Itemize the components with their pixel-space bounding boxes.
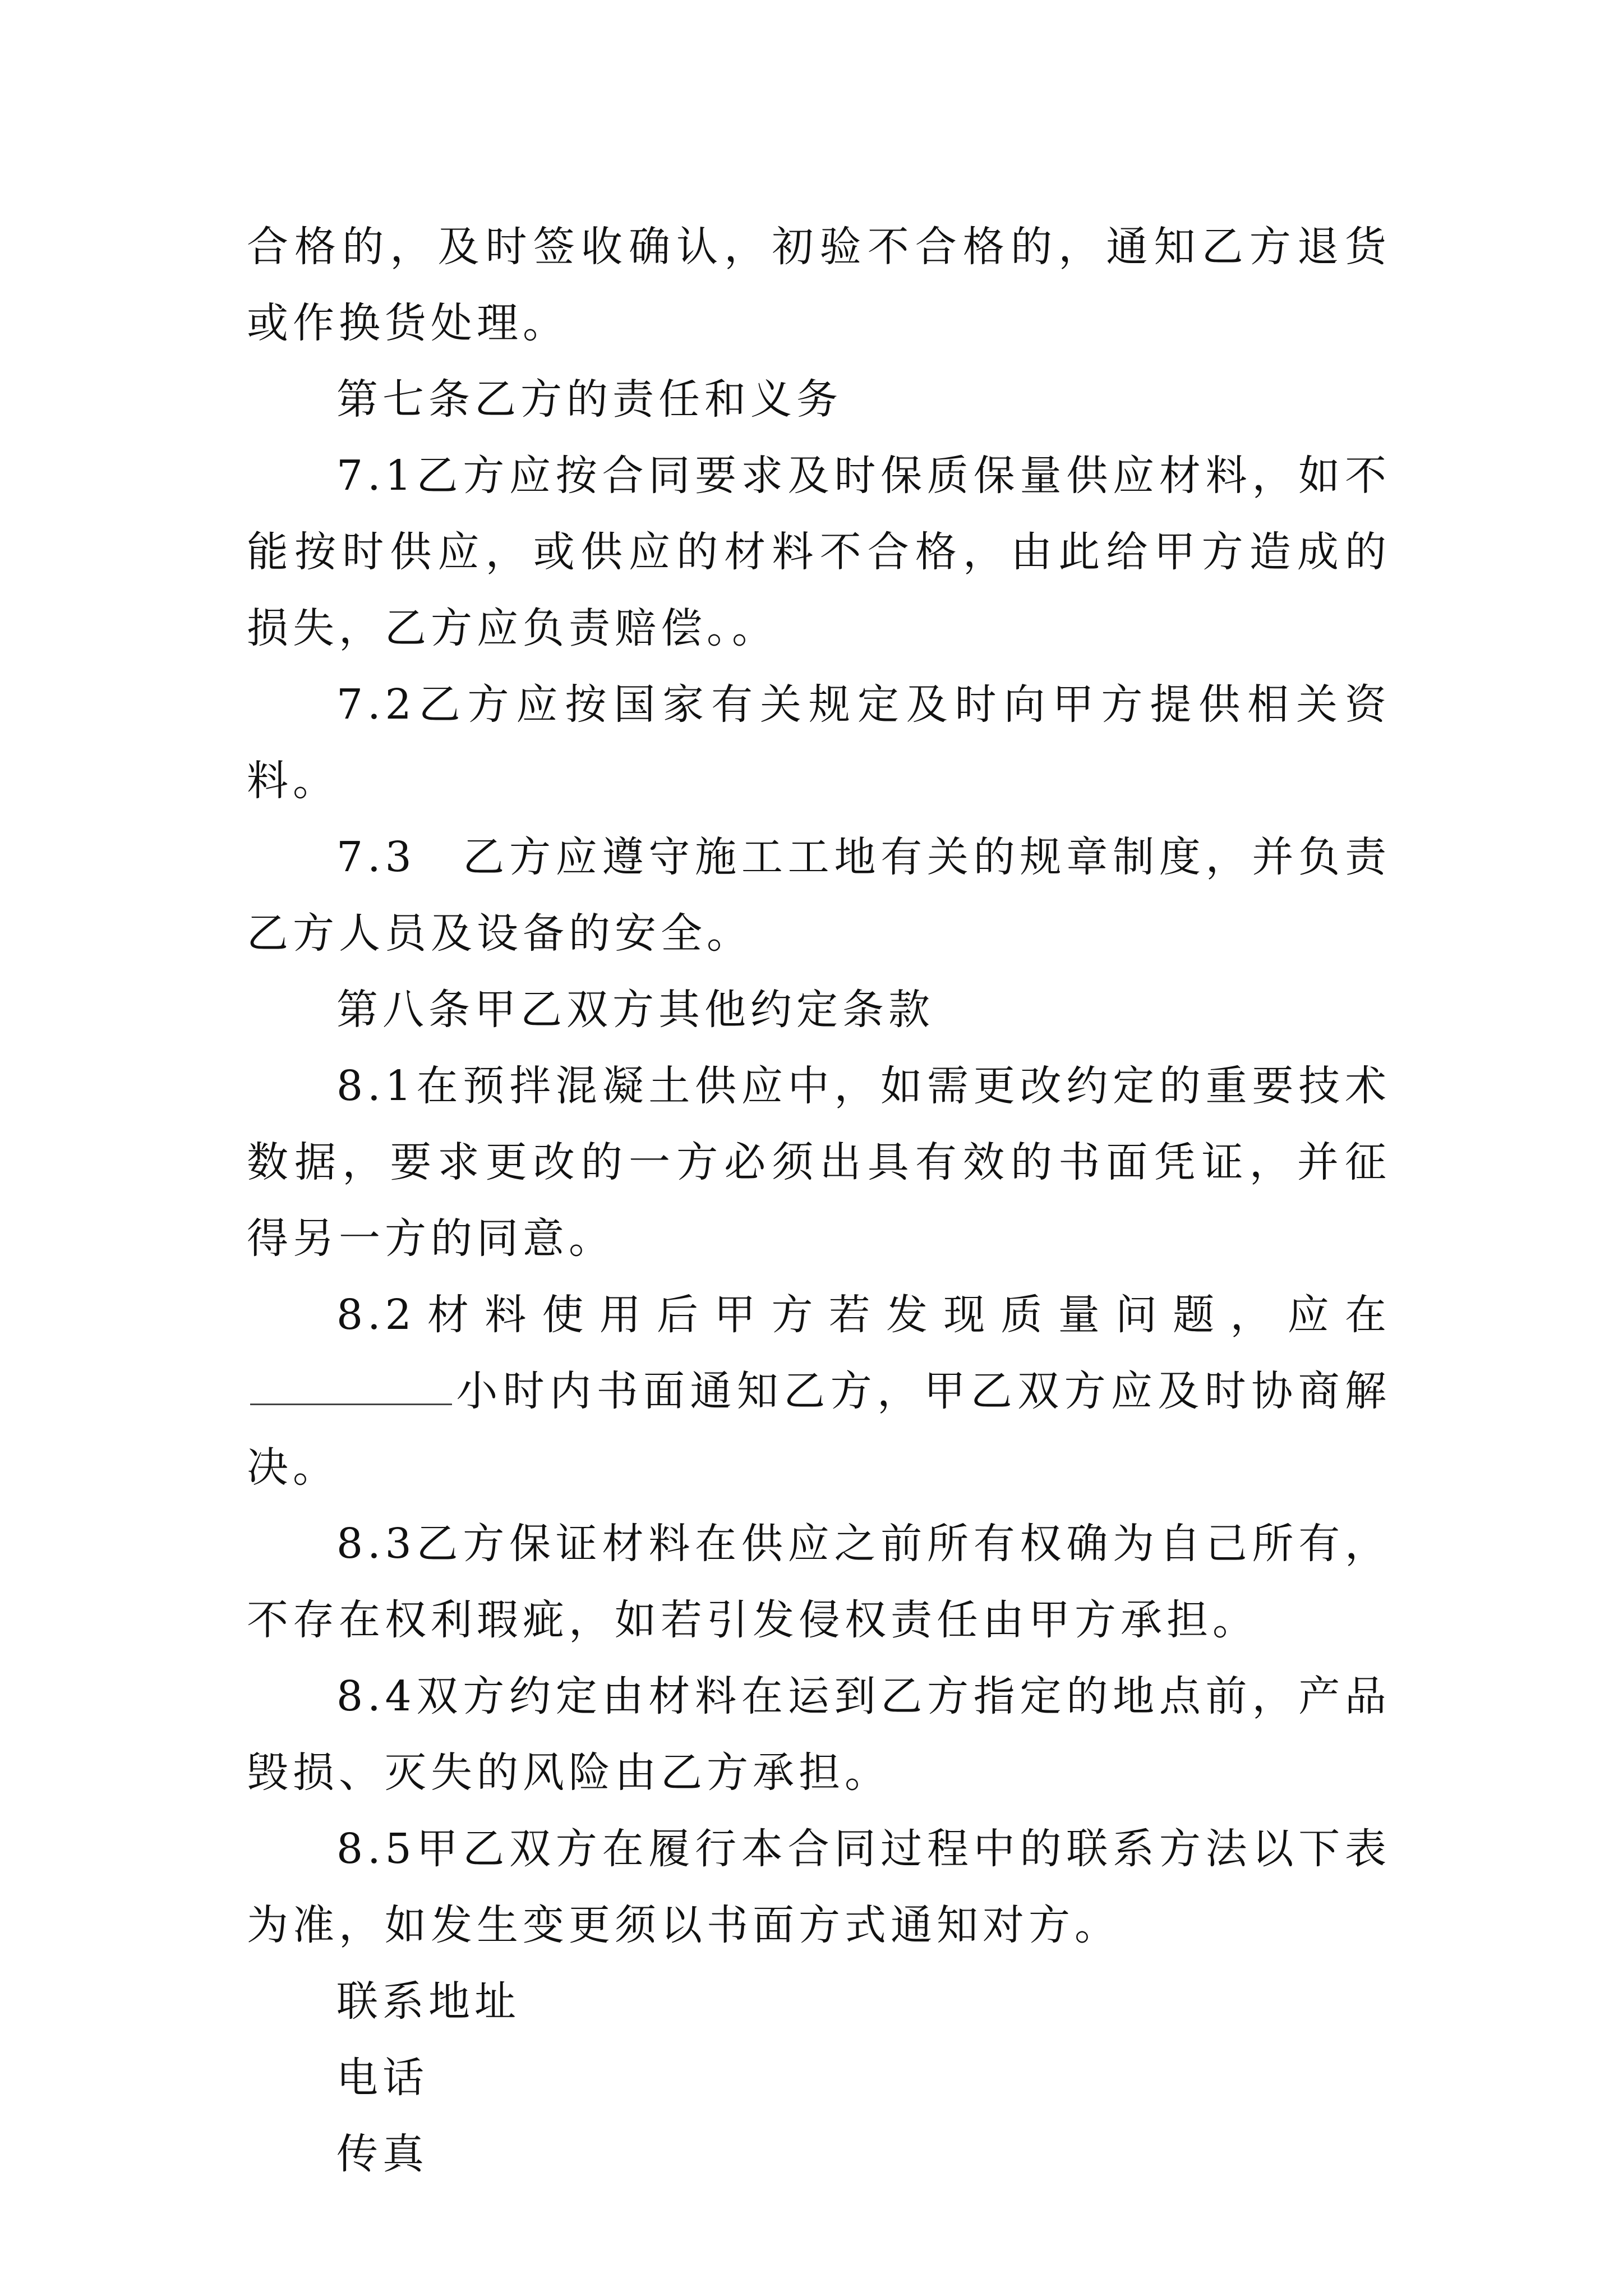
clause-8-5: 8.5甲乙双方在履行本合同过程中的联系方法以下表为准，如发生变更须以书面方式通知对方。 (247, 1825, 1391, 1949)
document-body (247, 209, 1391, 2192)
hours-blank-field (250, 1362, 452, 1405)
clause-8-1: 8.1在预拌混凝土供应中，如需更改约定的重要技术数据，要求更改的一方必须出具有效的书面凭证，并征得另一方的同意。 (247, 1062, 1391, 1263)
clause-8-4: 8.4双方约定由材料在运到乙方指定的地点前，产品毁损、灭失的风险由乙方承担。 (247, 1672, 1391, 1797)
clause-8-2 (247, 1277, 1391, 1506)
paragraph-continuation: 合格的，及时签收确认，初验不合格的，通知乙方退货或作换货处理。 (247, 223, 1391, 347)
article-8-heading: 第八条甲乙双方其他约定条款 (336, 986, 934, 1034)
fax-label: 传真 (336, 2130, 428, 2178)
clause-8-2-text-after: 小时内书面通知乙方，甲乙双方应及时协商解决。 (247, 1367, 1391, 1492)
clause-8-2-text-before: 8.2材料使用后甲方若发现质量问题，应在 (336, 1291, 1391, 1339)
clause-8-3: 8.3乙方保证材料在供应之前所有权确为自己所有，不存在权利瑕疵，如若引发侵权责任由甲方承担。 (247, 1520, 1391, 1644)
clause-7-3: 7.3 乙方应遵守施工工地有关的规章制度，并负责乙方人员及设备的安全。 (247, 833, 1391, 958)
clause-7-1: 7.1乙方应按合同要求及时保质保量供应材料，如不能按时供应，或供应的材料不合格，由此给甲方造成的损失，乙方应负责赔偿。。 (247, 452, 1391, 652)
contact-address-label: 联系地址 (336, 1977, 520, 2026)
clause-7-2: 7.2乙方应按国家有关规定及时向甲方提供相关资料。 (247, 680, 1391, 805)
phone-label: 电话 (336, 2054, 428, 2102)
article-7-heading: 第七条乙方的责任和义务 (336, 375, 842, 424)
